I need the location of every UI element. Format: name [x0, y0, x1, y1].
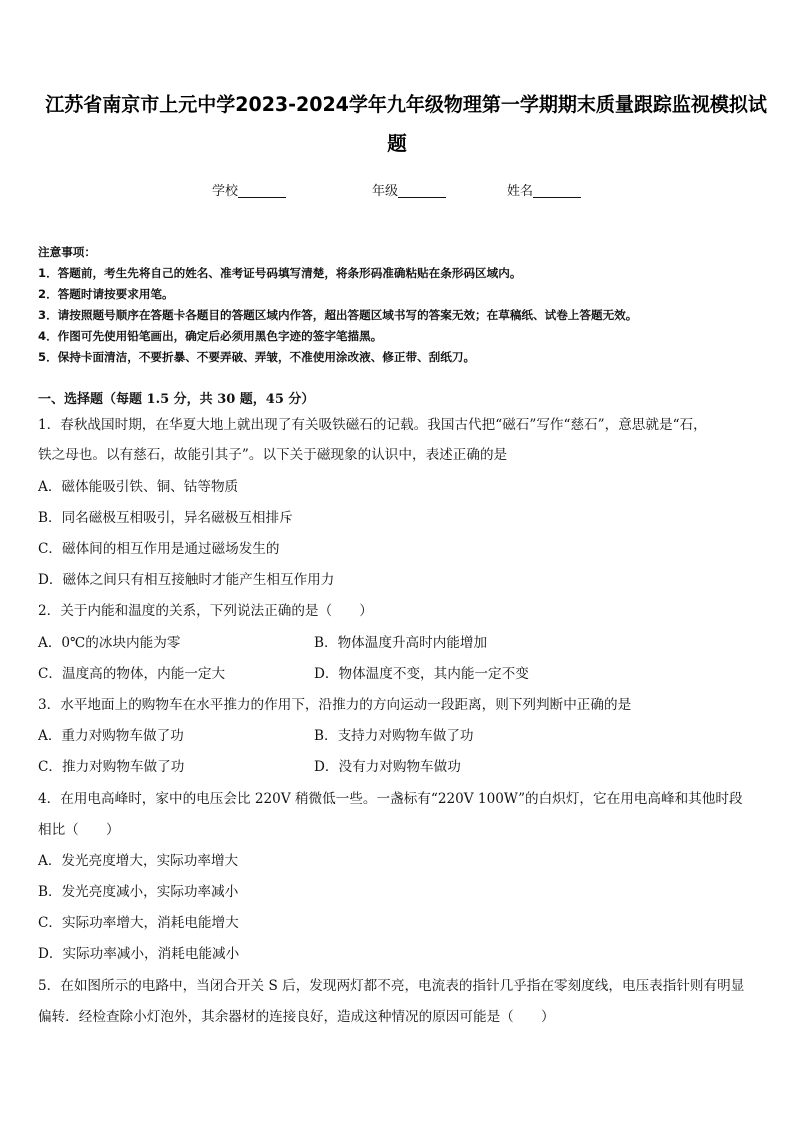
question-1-option-a: A．磁体能吸引铁、铜、钴等物质 [38, 479, 239, 495]
school-blank [238, 184, 286, 198]
notice-heading: 注意事项： [38, 245, 96, 259]
question-2-option-d: D．物体温度不变，其内能一定不变 [314, 666, 529, 682]
question-3-stem: 3．水平地面上的购物车在水平推力的作用下，沿推力的方向运动一段距离，则下列判断中正确的是 [38, 697, 632, 713]
notice-item: 3．请按照题号顺序在答题卡各题目的答题区域内作答，超出答题区域书写的答案无效；在草稿纸、试卷上答题无效。 [38, 308, 638, 322]
question-1-option-b: B．同名磁极互相吸引，异名磁极互相排斥 [38, 510, 293, 526]
school-label: 学校 [212, 184, 239, 199]
question-1-stem-continued: 铁之母也。以有慈石，故能引其子”。以下关于磁现象的认识中，表述正确的是 [38, 447, 508, 463]
name-label: 姓名 [507, 184, 534, 199]
question-5-stem: 5．在如图所示的电路中，当闭合开关 S 后，发现两灯都不亮，电流表的指针几乎指在零刻度线，电压表指针则有明显 [38, 978, 745, 994]
question-4-option-d: D．实际功率减小，消耗电能减小 [38, 946, 240, 962]
question-1-option-d: D．磁体之间只有相互接触时才能产生相互作用力 [38, 572, 335, 588]
notice-item: 2．答题时请按要求用笔。 [38, 287, 174, 301]
question-2-stem: 2．关于内能和温度的关系，下列说法正确的是（ ） [38, 603, 373, 619]
notice-item: 4．作图可先使用铅笔画出，确定后必须用黑色字迹的签字笔描黑。 [38, 329, 383, 343]
notice-item: 1．答题前，考生先将自己的姓名、准考证号码填写清楚，将条形码准确粘贴在条形码区域内。 [38, 266, 522, 280]
question-3-option-a: A．重力对购物车做了功 [38, 728, 184, 744]
grade-blank [398, 184, 446, 198]
question-3-option-d: D．没有力对购物车做功 [314, 759, 461, 775]
question-4-stem: 4．在用电高峰时，家中的电压会比 220V 稍微低一些。一盏标有“220V 100W”的白炽灯，它在用电高峰和其他时段 [38, 791, 743, 807]
question-2-option-a: A．0℃的冰块内能为零 [38, 635, 181, 651]
question-4-option-a: A．发光亮度增大，实际功率增大 [38, 853, 239, 869]
school-field [212, 180, 286, 199]
name-blank [533, 184, 581, 198]
question-2-option-c: C．温度高的物体，内能一定大 [38, 666, 226, 682]
grade-label: 年级 [372, 184, 399, 199]
question-2-option-b: B．物体温度升高时内能增加 [314, 635, 488, 651]
name-field [507, 180, 581, 199]
section-heading: 一、选择题（每题 1.5 分，共 30 题，45 分） [38, 392, 315, 407]
question-1-option-c: C．磁体间的相互作用是通过磁场发生的 [38, 541, 280, 557]
notice-item: 5．保持卡面清洁，不要折暴、不要弄破、弄皱，不准使用涂改液、修正带、刮纸刀。 [38, 350, 476, 364]
question-1-stem: 1．春秋战国时期，在华夏大地上就出现了有关吸铁磁石的记载。我国古代把“磁石”写作“慈石”，意思就是“石， [38, 417, 707, 433]
exam-title-continued: 题 [387, 132, 407, 155]
question-5-stem-continued: 偏转．经检查除小灯泡外，其余器材的连接良好，造成这种情况的原因可能是（ ） [38, 1009, 555, 1025]
question-3-option-b: B．支持力对购物车做了功 [314, 728, 474, 744]
grade-field [372, 180, 446, 199]
exam-title: 江苏省南京市上元中学2023-2024学年九年级物理第一学期期末质量跟踪监视模拟试 [45, 93, 767, 116]
question-4-option-b: B．发光亮度减小，实际功率减小 [38, 884, 239, 900]
question-3-option-c: C．推力对购物车做了功 [38, 759, 185, 775]
question-4-stem-continued: 相比（ ） [38, 822, 120, 838]
question-4-option-c: C．实际功率增大，消耗电能增大 [38, 915, 239, 931]
